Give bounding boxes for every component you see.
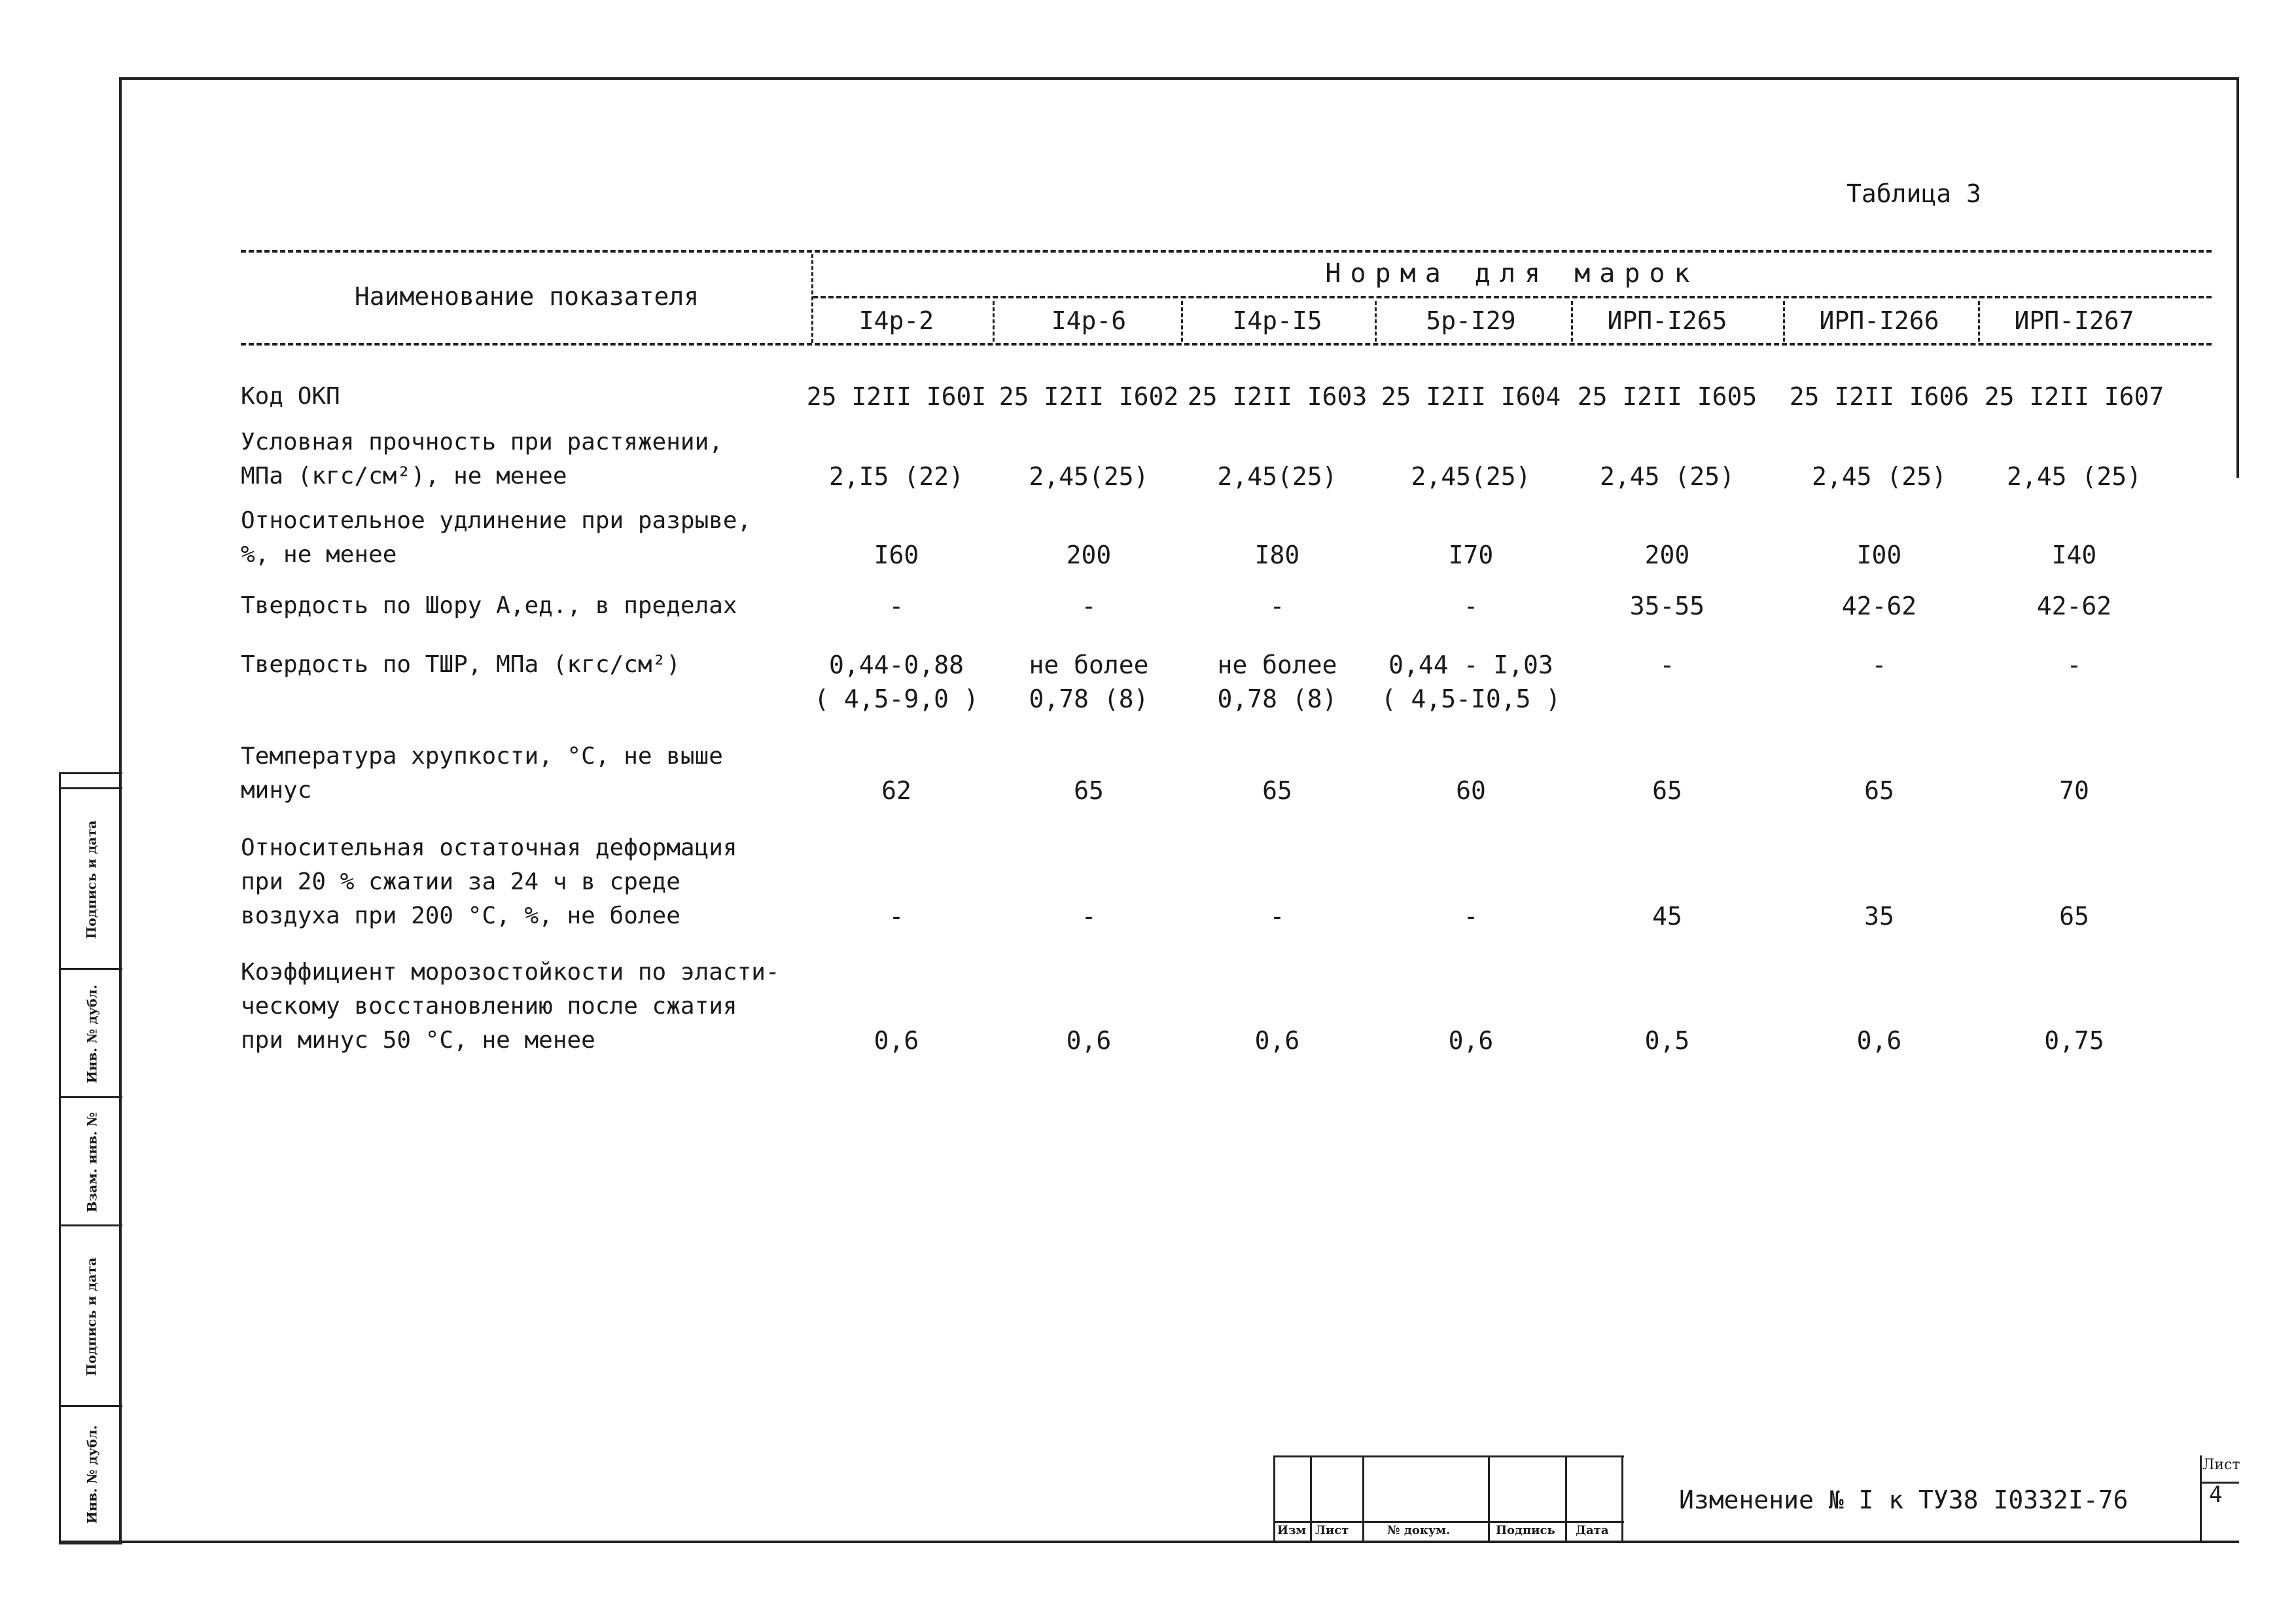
table-label: Таблица 3 <box>1846 179 1981 208</box>
title-block-column-label: Подпись <box>1496 1524 1555 1537</box>
indicator-label: Код ОКП <box>241 383 340 410</box>
value-cell: 0,44 - I,03 ( 4,5-I0,5 ) <box>1381 651 1561 713</box>
value-cell: 0,6 <box>874 1026 919 1055</box>
title-block-divider <box>1362 1455 1364 1541</box>
indicator-label: Твердость по ТШР, МПа (кгс/см²) <box>241 651 680 678</box>
title-block-divider <box>1621 1455 1623 1541</box>
value-cell: 0,6 <box>1448 1026 1494 1055</box>
value-cell: 42-62 <box>2036 592 2112 620</box>
value-cell: 45 <box>1652 902 1682 931</box>
sheet-number: 4 <box>2209 1482 2223 1508</box>
value-cell: I70 <box>1448 541 1494 569</box>
title-block-column-label: Лист <box>1315 1524 1349 1537</box>
value-cell: 0,6 <box>1254 1026 1300 1055</box>
value-cell: 65 <box>1074 776 1104 805</box>
grade-column-header: I4р-6 <box>1051 306 1127 335</box>
frame-top-border <box>119 77 2239 80</box>
title-block-column-label: № докум. <box>1387 1524 1451 1537</box>
frame-right-border <box>2236 77 2239 478</box>
value-cell: I60 <box>874 541 919 569</box>
document-title: Изменение № I к ТУ38 I0332I-76 <box>1679 1486 2128 1514</box>
column-separator <box>1375 301 1377 342</box>
side-stamp-label: Подпись и дата <box>84 820 99 939</box>
value-cell: 200 <box>1066 541 1112 569</box>
value-cell: 25 I2II I606 <box>1789 382 1969 411</box>
value-cell: 65 <box>1262 776 1292 805</box>
side-stamp-cell <box>61 1224 122 1407</box>
indicator-label: Коэффициент морозостойкости по эласти- ческому восстановлению после сжатия при минус 50 °С, не менее <box>241 959 780 1054</box>
value-cell: 2,45 (25) <box>2007 462 2142 491</box>
side-stamp-cell <box>61 1096 122 1226</box>
side-stamp-cell <box>61 1405 122 1542</box>
value-cell: I80 <box>1254 541 1300 569</box>
title-block-divider <box>1565 1455 1567 1541</box>
value-cell: 25 I2II I605 <box>1577 382 1757 411</box>
grade-column-header: I4р-I5 <box>1232 306 1322 335</box>
indicator-label: Твердость по Шору А,ед., в пределах <box>241 592 737 619</box>
value-cell: не более 0,78 (8) <box>1217 651 1337 713</box>
column-separator <box>993 301 995 342</box>
value-cell: 200 <box>1644 541 1690 569</box>
value-cell: 25 I2II I604 <box>1381 382 1561 411</box>
grade-column-header: ИРП-I266 <box>1819 306 1939 335</box>
title-block-divider <box>1488 1455 1490 1541</box>
value-cell: 65 <box>1864 776 1894 805</box>
value-cell: 0,6 <box>1856 1026 1902 1055</box>
side-stamp-label: Инв. № дубл. <box>84 1425 100 1524</box>
column-separator <box>1783 301 1785 342</box>
value-cell: 65 <box>2059 902 2089 931</box>
value-cell: - <box>1463 592 1479 620</box>
value-cell: - <box>1269 592 1285 620</box>
value-cell: 2,45(25) <box>1029 462 1149 491</box>
value-cell: - <box>1081 592 1097 620</box>
value-cell: 2,45 (25) <box>1812 462 1947 491</box>
side-approval-stamp <box>59 772 122 1544</box>
title-block <box>1273 1455 2239 1541</box>
value-cell: - <box>1871 651 1887 679</box>
value-cell: - <box>889 592 904 620</box>
side-stamp-label: Подпись и дата <box>84 1257 99 1376</box>
indicator-column-header: Наименование показателя <box>354 282 699 311</box>
indicator-label: Относительная остаточная деформация при 20 % сжатии за 24 ч в среде воздуха при 200 °С, %, не более <box>241 834 737 929</box>
sheet-label: Лист <box>2202 1457 2240 1473</box>
title-block-column-label: Изм <box>1277 1524 1307 1537</box>
value-cell: I00 <box>1856 541 1902 569</box>
side-stamp-cell <box>61 968 122 1098</box>
indicator-label: Температура хрупкости, °С, не выше минус <box>241 743 723 804</box>
value-cell: - <box>889 902 904 931</box>
value-cell: I40 <box>2051 541 2097 569</box>
value-cell: - <box>1081 902 1097 931</box>
value-cell: 0,44-0,88 ( 4,5-9,0 ) <box>814 651 979 713</box>
value-cell: 2,45(25) <box>1217 462 1337 491</box>
frame-bottom-border <box>59 1541 2239 1543</box>
norm-group-header: Норма для марок <box>1325 259 1699 289</box>
title-block-row-rule <box>1273 1521 1624 1523</box>
value-cell: 0,5 <box>1644 1026 1690 1055</box>
value-cell: - <box>1463 902 1479 931</box>
value-cell: 42-62 <box>1841 592 1917 620</box>
value-cell: 0,75 <box>2044 1026 2104 1055</box>
header-bottom-dashed-rule <box>241 343 2212 346</box>
value-cell: 25 I2II I607 <box>1984 382 2164 411</box>
value-cell: 70 <box>2059 776 2089 805</box>
value-cell: 25 I2II I603 <box>1187 382 1368 411</box>
side-stamp-cell <box>61 787 122 970</box>
column-separator <box>1978 301 1980 342</box>
value-cell: 2,I5 (22) <box>829 462 964 491</box>
value-cell: 2,45 (25) <box>1600 462 1735 491</box>
grade-column-header: ИРП-I265 <box>1607 306 1727 335</box>
title-block-top-rule <box>1273 1455 1624 1457</box>
value-cell: 60 <box>1456 776 1486 805</box>
grade-column-header: 5р-I29 <box>1426 306 1516 335</box>
value-cell: 25 I2II I60I <box>806 382 987 411</box>
sheet-cell-divider <box>2200 1455 2202 1541</box>
side-stamp-label: Взам. инв. № <box>84 1112 99 1213</box>
title-block-column-label: Дата <box>1576 1524 1609 1537</box>
value-cell: 62 <box>881 776 911 805</box>
value-cell: 2,45(25) <box>1411 462 1531 491</box>
value-cell: не более 0,78 (8) <box>1029 651 1149 713</box>
title-block-divider <box>1310 1455 1312 1541</box>
side-stamp-label: Инв. № дубл. <box>84 984 100 1084</box>
value-cell: - <box>2066 651 2082 679</box>
value-cell: 65 <box>1652 776 1682 805</box>
value-cell: 35 <box>1864 902 1894 931</box>
grade-column-header: ИРП-I267 <box>2014 306 2134 335</box>
column-separator <box>1571 301 1573 342</box>
value-cell: - <box>1659 651 1675 679</box>
value-cell: 25 I2II I602 <box>998 382 1179 411</box>
value-cell: - <box>1269 902 1285 931</box>
indicator-label: Условная прочность при растяжении, МПа (кгс/см²), не менее <box>241 429 723 490</box>
value-cell: 35-55 <box>1629 592 1705 620</box>
value-cell: 0,6 <box>1066 1026 1112 1055</box>
grade-column-header: I4р-2 <box>858 306 934 335</box>
indicator-label: Относительное удлинение при разрыве, %, не менее <box>241 507 752 568</box>
title-block-divider <box>1273 1455 1275 1541</box>
column-separator <box>1181 301 1183 342</box>
